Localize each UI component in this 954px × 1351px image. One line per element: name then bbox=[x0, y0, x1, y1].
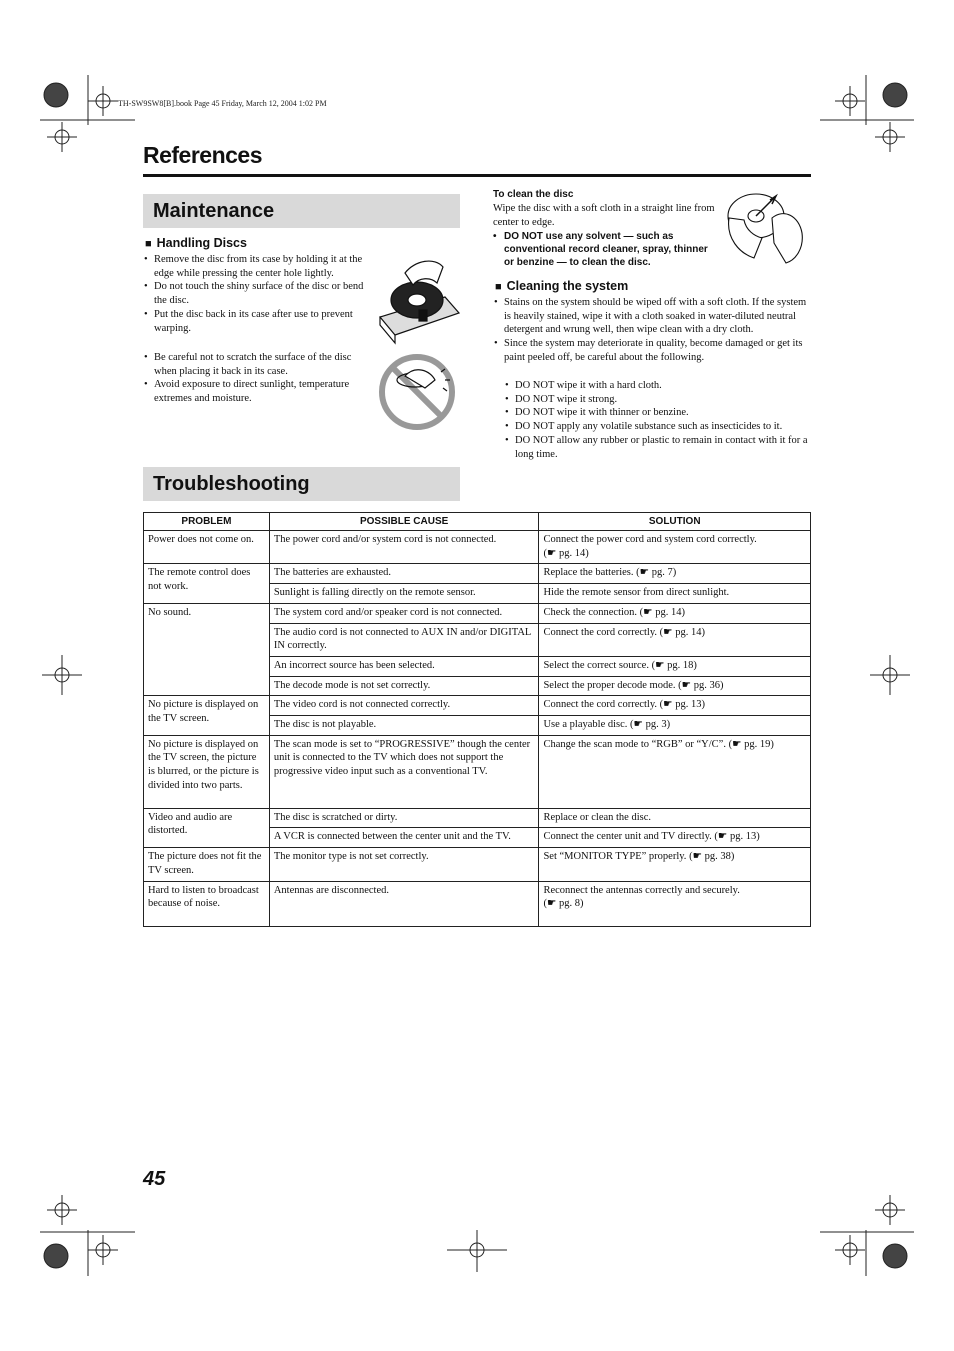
problem-cell: Power does not come on. bbox=[144, 531, 270, 564]
solution-cell: Use a playable disc. (☛ pg. 3) bbox=[539, 716, 811, 736]
list-item: • Remove the disc from its case by holding it at the edge while pressing the center hole lightly. bbox=[144, 253, 374, 280]
handling-list-2 bbox=[144, 351, 376, 406]
table-header-row bbox=[144, 513, 811, 531]
table-row bbox=[144, 531, 811, 564]
list-item: • DO NOT apply any volatile substance such as insecticides to it. bbox=[505, 420, 812, 434]
cause-cell: The batteries are exhausted. bbox=[269, 564, 539, 584]
solution-cell: Connect the cord correctly. (☛ pg. 14) bbox=[539, 623, 811, 656]
cause-cell: A VCR is connected between the center unit and the TV. bbox=[269, 828, 539, 848]
table-row bbox=[144, 881, 811, 926]
solution-cell: Connect the power cord and system cord correctly. (☛ pg. 14) bbox=[539, 531, 811, 564]
pointing-hand-icon: ☛ bbox=[546, 547, 557, 559]
list-item: • Put the disc back in its case after use to prevent warping. bbox=[144, 308, 374, 335]
cause-cell: Antennas are disconnected. bbox=[269, 881, 539, 926]
list-item: • DO NOT wipe it with a hard cloth. bbox=[505, 379, 812, 393]
cause-cell: The scan mode is set to “PROGRESSIVE” though the center unit is connected to the TV which does not support the progressive video input such as a conventional TV. bbox=[269, 735, 539, 808]
cause-cell: The decode mode is not set correctly. bbox=[269, 676, 539, 696]
pointing-hand-icon: ☛ bbox=[663, 626, 673, 638]
file-info: TH-SW9SW8[B].book Page 45 Friday, March 12, 2004 1:02 PM bbox=[118, 99, 327, 108]
list-item: • Since the system may deteriorate in quality, become damaged or get its paint peeled off, be careful about the following. bbox=[494, 337, 812, 364]
cleaning-system-heading: ■ Cleaning the system bbox=[495, 279, 629, 293]
pointing-hand-icon: ☛ bbox=[643, 606, 653, 618]
no-scratch-illustration bbox=[375, 350, 465, 430]
clean-disc-heading: To clean the disc bbox=[493, 189, 574, 200]
solution-cell: Select the correct source. (☛ pg. 18) bbox=[539, 656, 811, 676]
solution-cell: Reconnect the antennas correctly and securely. (☛ pg. 8) bbox=[539, 881, 811, 926]
solution-cell: Change the scan mode to “RGB” or “Y/C”. (☛ pg. 19) bbox=[539, 735, 811, 808]
solution-cell: Connect the cord correctly. (☛ pg. 13) bbox=[539, 696, 811, 716]
pointing-hand-icon: ☛ bbox=[732, 738, 742, 750]
column-header-solution: SOLUTION bbox=[539, 513, 811, 531]
cause-cell: The power cord and/or system cord is not connected. bbox=[269, 531, 539, 564]
cause-cell: An incorrect source has been selected. bbox=[269, 656, 539, 676]
solution-cell: Replace the batteries. (☛ pg. 7) bbox=[539, 564, 811, 584]
maintenance-banner: Maintenance bbox=[143, 194, 460, 228]
problem-cell: Video and audio are distorted. bbox=[144, 808, 270, 847]
column-header-cause: POSSIBLE CAUSE bbox=[269, 513, 539, 531]
disc-wiping-illustration bbox=[724, 188, 814, 268]
page-title: References bbox=[143, 142, 263, 168]
table-row bbox=[144, 564, 811, 584]
cause-cell: The disc is not playable. bbox=[269, 716, 539, 736]
list-item: • Do not touch the shiny surface of the disc or bend the disc. bbox=[144, 280, 374, 307]
cleaning-system-list bbox=[494, 296, 812, 365]
cause-cell: Sunlight is falling directly on the remote sensor. bbox=[269, 584, 539, 604]
problem-cell: No picture is displayed on the TV screen. bbox=[144, 696, 270, 735]
cause-cell: The video cord is not connected correctly. bbox=[269, 696, 539, 716]
solution-cell: Connect the center unit and TV directly. (☛ pg. 13) bbox=[539, 828, 811, 848]
pointing-hand-icon: ☛ bbox=[655, 659, 665, 671]
pointing-hand-icon: ☛ bbox=[639, 567, 650, 579]
table-row bbox=[144, 808, 811, 828]
table-row bbox=[144, 735, 811, 808]
troubleshooting-banner: Troubleshooting bbox=[143, 467, 460, 501]
solution-cell: Replace or clean the disc. bbox=[539, 808, 811, 828]
table-row bbox=[144, 848, 811, 881]
list-item: • DO NOT wipe it with thinner or benzine. bbox=[505, 406, 812, 420]
handling-discs-heading: ■ Handling Discs bbox=[145, 236, 247, 250]
list-item: • Stains on the system should be wiped off with a soft cloth. If the system is heavily stained, wipe it with a cloth soaked in water-diluted neutral detergent and wrung well, then wipe clean with a dry cloth. bbox=[494, 296, 812, 337]
problem-cell: The picture does not fit the TV screen. bbox=[144, 848, 270, 881]
square-bullet-icon: ■ bbox=[495, 281, 502, 293]
title-rule bbox=[143, 174, 811, 177]
problem-cell: No sound. bbox=[144, 603, 270, 696]
cleaning-system-sublist bbox=[494, 379, 812, 461]
cause-cell: The audio cord is not connected to AUX IN and/or DIGITAL IN correctly. bbox=[269, 623, 539, 656]
solution-cell: Check the connection. (☛ pg. 14) bbox=[539, 603, 811, 623]
problem-cell: Hard to listen to broadcast because of noise. bbox=[144, 881, 270, 926]
solution-cell: Hide the remote sensor from direct sunlight. bbox=[539, 584, 811, 604]
cause-cell: The monitor type is not set correctly. bbox=[269, 848, 539, 881]
solution-cell: Set “MONITOR TYPE” properly. (☛ pg. 38) bbox=[539, 848, 811, 881]
clean-disc-warning: • DO NOT use any solvent — such as conventional record cleaner, spray, thinner or benzine — to clean the disc. bbox=[493, 231, 708, 268]
pointing-hand-icon: ☛ bbox=[681, 679, 692, 691]
column-header-problem: PROBLEM bbox=[144, 513, 270, 531]
table-row bbox=[144, 696, 811, 716]
solution-cell: Select the proper decode mode. (☛ pg. 36) bbox=[539, 676, 811, 696]
cause-cell: The disc is scratched or dirty. bbox=[269, 808, 539, 828]
cause-cell: The system cord and/or speaker cord is not connected. bbox=[269, 603, 539, 623]
clean-disc-text: Wipe the disc with a soft cloth in a straight line from center to edge. bbox=[493, 203, 715, 228]
troubleshooting-table bbox=[143, 512, 811, 927]
problem-cell: No picture is displayed on the TV screen, the picture is blurred, or the picture is divided into two parts. bbox=[144, 735, 270, 808]
list-item: • Avoid exposure to direct sunlight, temperature extremes and moisture. bbox=[144, 378, 376, 405]
pointing-hand-icon: ☛ bbox=[692, 851, 702, 863]
page-number: 45 bbox=[143, 1168, 166, 1190]
table-row bbox=[144, 603, 811, 623]
list-item: • DO NOT wipe it strong. bbox=[505, 393, 812, 407]
bullet-icon: • bbox=[493, 231, 497, 242]
list-item: • Be careful not to scratch the surface of the disc when placing it back in its case. bbox=[144, 351, 376, 378]
problem-cell: The remote control does not work. bbox=[144, 564, 270, 603]
handling-list-1 bbox=[144, 253, 374, 335]
pointing-hand-icon: ☛ bbox=[546, 898, 557, 910]
list-item: • DO NOT allow any rubber or plastic to remain in contact with it for a long time. bbox=[505, 434, 812, 461]
square-bullet-icon: ■ bbox=[145, 238, 152, 250]
pointing-hand-icon: ☛ bbox=[663, 699, 673, 711]
disc-handling-illustration bbox=[375, 255, 465, 345]
pointing-hand-icon: ☛ bbox=[717, 831, 728, 843]
pointing-hand-icon: ☛ bbox=[633, 719, 643, 731]
